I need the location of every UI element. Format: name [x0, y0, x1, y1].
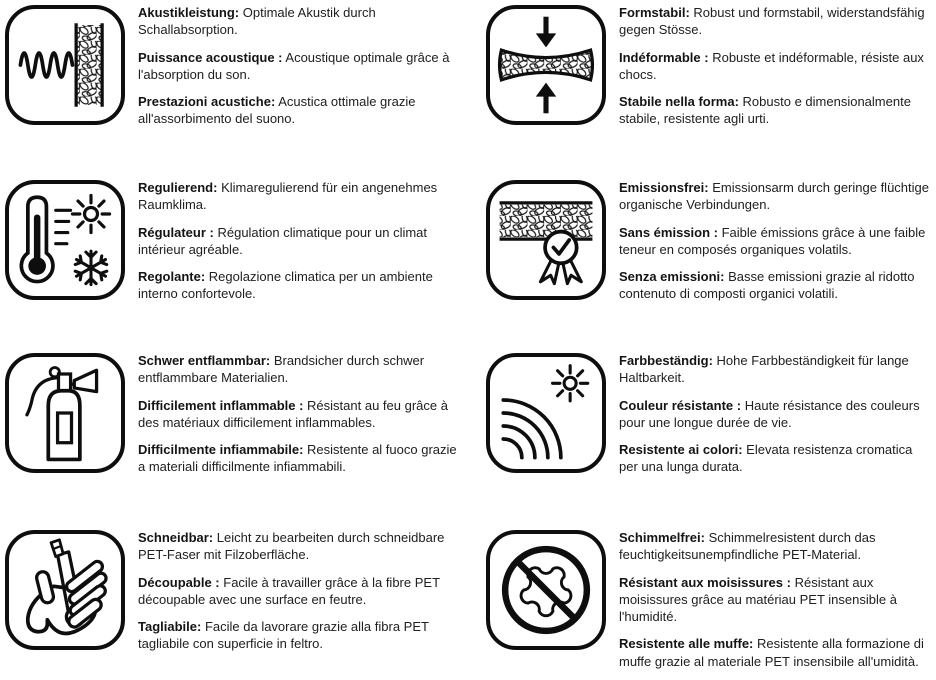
paragraph-fr	[138, 49, 458, 84]
label-de: Formstabil:	[619, 5, 690, 20]
compression-arrows-icon-frame	[486, 5, 606, 125]
body-fr: Haute résistance des couleurs pour une longue durée de vie.	[619, 397, 920, 430]
fire-extinguisher-icon	[13, 361, 117, 465]
body-fr: Régulation climatique pour un climat intérieur agréable.	[138, 224, 428, 257]
label-de: Farbbeständig:	[619, 353, 713, 368]
paragraph-it	[619, 635, 933, 670]
body-de: Optimale Akustik durch Schallabsorption.	[138, 5, 376, 38]
body-it: Facile da lavorare grazie alla fibra PET tagliabile con superficie in feltro.	[138, 619, 429, 652]
paragraph-fr	[138, 574, 458, 609]
label-it: Stabile nella forma:	[619, 94, 739, 110]
rainbow-sun-icon-frame	[486, 353, 606, 473]
paragraph-fr	[138, 397, 458, 432]
label-it: Difficilmente infiammabile:	[138, 442, 304, 458]
label-fr: Découpable :	[138, 574, 220, 590]
feature-acoustic-text	[138, 4, 458, 138]
label-fr: Puissance acoustique :	[138, 49, 283, 65]
paragraph-de	[619, 4, 933, 39]
low-emission-certificate-icon-frame	[486, 180, 606, 300]
label-de: Regulierend:	[138, 180, 218, 195]
feature-cuttable	[0, 525, 468, 680]
feature-climate-regulating-text	[138, 179, 458, 313]
label-it: Regolante:	[138, 269, 206, 285]
label-fr: Indéformable :	[619, 49, 709, 65]
feature-climate-regulating	[0, 175, 468, 348]
body-it: Robusto e dimensionalmente stabile, resistente agli urti.	[619, 94, 911, 127]
body-de: Robust und formstabil, widerstandsfähig gegen Stösse.	[619, 5, 925, 38]
label-fr: Couleur résistante :	[619, 397, 742, 413]
label-de: Emissionsfrei:	[619, 180, 709, 195]
thermometer-climate-icon-frame	[5, 180, 125, 300]
hand-cutter-icon-frame	[5, 530, 125, 650]
label-it: Resistente ai colori:	[619, 442, 743, 458]
paragraph-de	[138, 352, 458, 387]
body-fr: Faible émissions grâce à une faible teneur en composés organiques volatils.	[619, 224, 926, 257]
paragraph-it	[138, 93, 458, 128]
hand-cutter-icon	[13, 538, 117, 642]
label-it: Senza emissioni:	[619, 269, 725, 285]
label-de: Schneidbar:	[138, 530, 214, 545]
sound-absorption-icon-frame	[5, 5, 125, 125]
paragraph-fr	[619, 49, 933, 84]
compression-arrows-icon	[494, 13, 598, 117]
paragraph-de	[619, 179, 933, 214]
body-de: Schimmelresistent durch das feuchtigkeitsunempfindliche PET-Material.	[619, 530, 876, 563]
rainbow-sun-icon	[494, 361, 598, 465]
paragraph-it	[138, 268, 458, 303]
body-it: Resistente alla formazione di muffe grazie al materiale PET insensibile all'umidità.	[619, 636, 924, 669]
feature-mold-free-text	[619, 529, 933, 680]
label-fr: Résistant aux moisissures :	[619, 574, 791, 590]
feature-cuttable-text	[138, 529, 458, 663]
feature-flame-retardant-text	[138, 352, 458, 486]
paragraph-it	[619, 93, 933, 128]
paragraph-it	[619, 441, 933, 476]
body-de: Klimaregulierend für ein angenehmes Raumklima.	[138, 180, 438, 213]
no-mold-icon	[494, 538, 598, 642]
feature-flame-retardant	[0, 348, 468, 525]
body-it: Basse emissioni grazie al ridotto contenuto di composti organici volatili.	[619, 269, 915, 302]
body-fr: Facile à travailler grâce à la fibre PET découpable avec une surface en feutre.	[138, 574, 440, 607]
label-de: Akustikleistung:	[138, 5, 240, 20]
feature-emission-free	[468, 175, 936, 348]
label-it: Resistente alle muffe:	[619, 636, 754, 652]
low-emission-certificate-icon	[494, 188, 598, 292]
paragraph-it	[619, 268, 933, 303]
body-fr: Résistant au feu grâce à des matériaux difficilement inflammables.	[138, 397, 448, 430]
feature-color-fast	[468, 348, 936, 525]
body-fr: Acoustique optimale grâce à l'absorption du son.	[138, 49, 450, 82]
paragraph-de	[138, 529, 458, 564]
label-it: Tagliabile:	[138, 619, 202, 635]
body-de: Brandsicher durch schwer entflammbare Materialien.	[138, 353, 425, 386]
paragraph-de	[619, 529, 933, 564]
label-it: Prestazioni acustiche:	[138, 94, 276, 110]
feature-mold-free	[468, 525, 936, 680]
paragraph-de	[619, 352, 933, 387]
paragraph-fr	[619, 397, 933, 432]
paragraph-de	[138, 4, 458, 39]
feature-color-fast-text	[619, 352, 933, 486]
label-de: Schwer entflammbar:	[138, 353, 271, 368]
label-fr: Régulateur :	[138, 224, 214, 240]
sound-absorption-icon	[13, 13, 117, 117]
feature-emission-free-text	[619, 179, 933, 313]
paragraph-it	[138, 441, 458, 476]
feature-acoustic	[0, 0, 468, 175]
body-it: Regolazione climatica per un ambiente interno confortevole.	[138, 269, 433, 302]
feature-form-stability	[468, 0, 936, 175]
label-de: Schimmelfrei:	[619, 530, 705, 545]
body-fr: Résistant aux moisissures grâce au matériau PET insensible à l'humidité.	[619, 574, 897, 625]
label-fr: Sans émission :	[619, 224, 718, 240]
label-fr: Difficilement inflammable :	[138, 397, 304, 413]
no-mold-icon-frame	[486, 530, 606, 650]
paragraph-it	[138, 618, 458, 653]
paragraph-fr	[619, 224, 933, 259]
body-it: Resistente al fuoco grazie a materiali difficilmente infiammabili.	[138, 442, 457, 475]
body-it: Elevata resistenza cromatica per una lunga durata.	[619, 442, 913, 475]
fire-extinguisher-icon-frame	[5, 353, 125, 473]
thermometer-climate-icon	[13, 188, 117, 292]
body-de: Leicht zu bearbeiten durch schneidbare PET-Faser mit Filzoberfläche.	[138, 530, 445, 563]
paragraph-de	[138, 179, 458, 214]
body-fr: Robuste et indéformable, résiste aux chocs.	[619, 49, 924, 82]
body-it: Acustica ottimale grazie all'assorbimento del suono.	[138, 94, 416, 127]
feature-form-stability-text	[619, 4, 933, 138]
body-de: Emissionsarm durch geringe flüchtige organische Verbindungen.	[619, 180, 929, 213]
paragraph-fr	[619, 574, 933, 626]
body-de: Hohe Farbbeständigkeit für lange Haltbarkeit.	[619, 353, 909, 386]
paragraph-fr	[138, 224, 458, 259]
